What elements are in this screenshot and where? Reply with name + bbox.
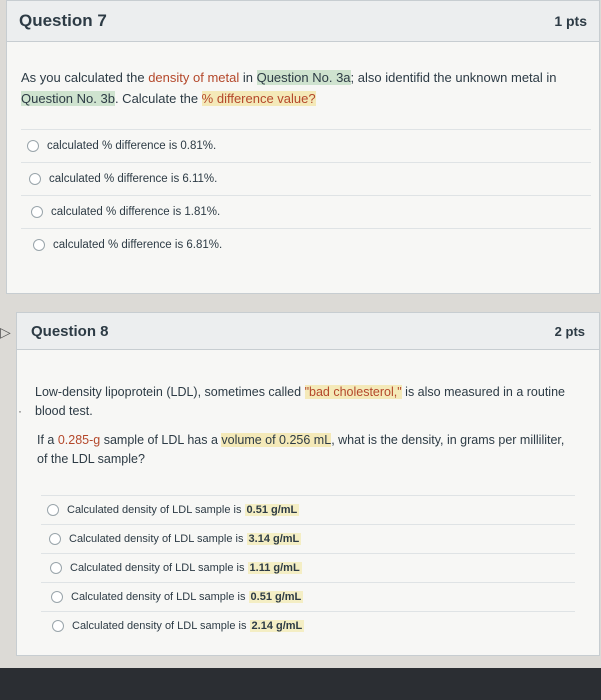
answer-option[interactable] xyxy=(41,582,575,611)
percent-difference-highlight: % difference value? xyxy=(201,91,316,106)
mass-highlight: 0.285-g xyxy=(57,433,101,447)
q8-text-part: is also measured in a routine blood test. xyxy=(35,385,565,418)
answer-value: 6.81%. xyxy=(186,239,223,251)
answer-label: Calculated density of LDL sample is xyxy=(67,504,242,516)
chevron-right-icon: ▷ xyxy=(0,324,11,340)
answer-option[interactable] xyxy=(21,162,591,195)
answer-option[interactable] xyxy=(41,524,575,553)
answer-value: 0.81%. xyxy=(180,140,217,152)
answer-option[interactable] xyxy=(41,495,575,524)
question-8-paragraph-2 xyxy=(37,431,577,469)
question-7-text xyxy=(21,67,581,109)
question-3a-reference: Question No. 3a xyxy=(256,70,351,85)
question-8-paragraph-1 xyxy=(35,383,575,421)
answer-label: Calculated density of LDL sample is xyxy=(69,533,244,545)
answer-option[interactable] xyxy=(41,611,575,640)
q8-text-part: , what is the density, in grams per milliliter, of the LDL sample? xyxy=(37,433,565,466)
radio-button[interactable] xyxy=(50,562,62,574)
answer-label: calculated % difference is xyxy=(49,173,180,185)
radio-button[interactable] xyxy=(52,620,64,632)
answer-label: Calculated density of LDL sample is xyxy=(70,562,245,574)
answer-label: calculated % difference is xyxy=(51,206,182,218)
density-highlight: density of metal xyxy=(148,70,240,85)
bad-cholesterol-highlight: "bad cholesterol," xyxy=(304,385,402,399)
radio-button[interactable] xyxy=(29,173,41,185)
question-3b-reference: Question No. 3b xyxy=(21,91,115,106)
volume-highlight: volume of 0.256 mL xyxy=(221,433,332,447)
answer-value: 6.11%. xyxy=(182,173,218,185)
radio-button[interactable] xyxy=(27,140,39,152)
answer-option[interactable] xyxy=(21,228,591,261)
question-8-title: Question 8 xyxy=(31,322,109,340)
bullet-mark: · xyxy=(18,404,22,418)
bottom-bar xyxy=(0,668,601,700)
radio-button[interactable] xyxy=(47,504,59,516)
question-7-answers xyxy=(21,129,591,261)
radio-button[interactable] xyxy=(51,591,63,603)
answer-option[interactable] xyxy=(21,195,591,228)
question-8-card xyxy=(16,312,600,656)
answer-value: 1.11 g/mL xyxy=(249,562,300,574)
answer-label: calculated % difference is xyxy=(53,239,184,251)
q7-text-part: As you calculated the xyxy=(21,70,149,85)
radio-button[interactable] xyxy=(33,239,45,251)
answer-value: 3.14 g/mL xyxy=(248,533,300,545)
radio-button[interactable] xyxy=(31,206,43,218)
q8-text-part: Low-density lipoprotein (LDL), sometimes called xyxy=(35,385,305,399)
answer-value: 0.51 g/mL xyxy=(250,591,302,603)
question-7-card xyxy=(6,0,600,294)
q7-text-part: ; also identifid the unknown metal in xyxy=(350,70,557,85)
answer-value: 2.14 g/mL xyxy=(251,620,303,632)
question-8-points: 2 pts xyxy=(554,323,585,339)
q8-text-part: If a xyxy=(37,433,58,447)
radio-button[interactable] xyxy=(49,533,61,545)
q7-text-part: in xyxy=(239,70,257,85)
question-7-title: Question 7 xyxy=(19,11,107,30)
question-7-header xyxy=(7,1,599,42)
answer-label: Calculated density of LDL sample is xyxy=(71,591,246,603)
answer-label: calculated % difference is xyxy=(47,140,178,152)
question-8-header xyxy=(17,313,599,350)
q8-text-part: sample of LDL has a xyxy=(100,433,222,447)
question-7-points: 1 pts xyxy=(554,13,587,29)
q7-text-part: . Calculate the xyxy=(114,91,202,106)
answer-option[interactable] xyxy=(41,553,575,582)
answer-value: 0.51 g/mL xyxy=(246,504,298,516)
answer-option[interactable] xyxy=(21,129,591,162)
question-8-answers xyxy=(41,495,575,640)
answer-label: Calculated density of LDL sample is xyxy=(72,620,247,632)
answer-value: 1.81%. xyxy=(184,206,221,218)
